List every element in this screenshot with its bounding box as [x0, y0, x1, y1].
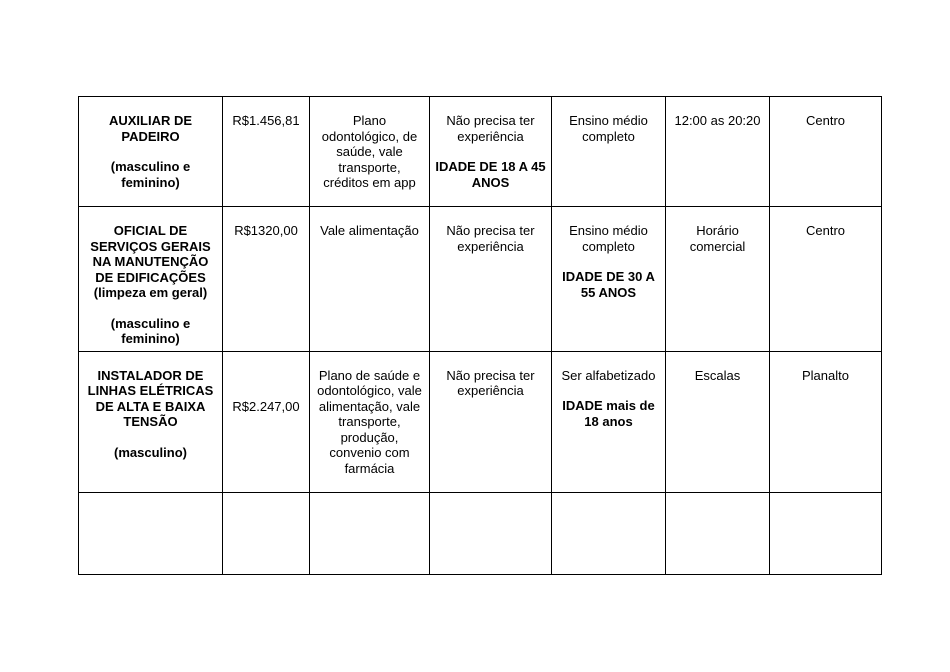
table-row — [79, 97, 882, 207]
benefits-cell — [310, 351, 430, 492]
job-gender: (masculino) — [114, 444, 187, 460]
benefits: Plano odontológico, de saúde, vale transporte, créditos em app — [321, 113, 418, 190]
age-requirement: IDADE DE 18 A 45 ANOS — [435, 159, 546, 190]
experience-cell — [430, 351, 552, 492]
table-row — [79, 492, 882, 574]
job-title-cell — [79, 351, 223, 492]
salary-cell — [223, 97, 310, 207]
experience-cell — [430, 207, 552, 352]
empty-cell — [770, 492, 882, 574]
benefits-cell — [310, 207, 430, 352]
location-cell — [770, 351, 882, 492]
schedule-cell — [666, 97, 770, 207]
job-title-cell — [79, 97, 223, 207]
empty-cell — [430, 492, 552, 574]
education-cell — [552, 207, 666, 352]
benefits-cell — [310, 97, 430, 207]
job-title: INSTALADOR DE LINHAS ELÉTRICAS DE ALTA E BAIXA TENSÃO — [87, 367, 214, 429]
job-gender: (masculino e feminino) — [110, 315, 191, 346]
education: Ser alfabetizado — [561, 367, 656, 383]
education-cell — [552, 97, 666, 207]
salary: R$1.456,81 — [232, 113, 300, 128]
empty-cell — [79, 492, 223, 574]
empty-cell — [223, 492, 310, 574]
salary: R$2.247,00 — [232, 398, 300, 414]
job-listings-table — [78, 96, 882, 575]
job-title-cell — [79, 207, 223, 352]
benefits: Vale alimentação — [320, 223, 419, 238]
schedule-cell — [666, 207, 770, 352]
location-cell — [770, 97, 882, 207]
job-title: OFICIAL DE SERVIÇOS GERAIS NA MANUTENÇÃO DE EDIFICAÇÕES (limpeza em geral) — [90, 223, 211, 300]
location: Centro — [805, 223, 846, 238]
schedule: Horário comercial — [689, 223, 746, 254]
age-requirement: IDADE mais de 18 anos — [562, 398, 655, 429]
empty-cell — [310, 492, 430, 574]
table-row — [79, 351, 882, 492]
empty-cell — [666, 492, 770, 574]
experience: Não precisa ter experiência — [446, 367, 535, 398]
experience: Não precisa ter experiência — [446, 223, 535, 254]
salary-cell — [223, 351, 310, 492]
schedule: Escalas — [694, 367, 741, 383]
job-gender: (masculino e feminino) — [110, 159, 191, 190]
location: Planalto — [802, 367, 849, 383]
empty-cell — [552, 492, 666, 574]
education: Ensino médio completo — [569, 223, 648, 254]
education: Ensino médio completo — [569, 113, 648, 144]
job-title: AUXILIAR DE PADEIRO — [108, 113, 193, 144]
salary-cell — [223, 207, 310, 352]
benefits: Plano de saúde e odontológico, vale alimentação, vale transporte, produção, convenio com farmácia — [317, 367, 422, 476]
salary: R$1320,00 — [234, 223, 298, 238]
location: Centro — [805, 113, 846, 128]
location-cell — [770, 207, 882, 352]
table-row — [79, 207, 882, 352]
experience-cell — [430, 97, 552, 207]
experience: Não precisa ter experiência — [446, 113, 535, 144]
schedule-cell — [666, 351, 770, 492]
age-requirement: IDADE DE 30 A 55 ANOS — [562, 269, 655, 300]
education-cell — [552, 351, 666, 492]
schedule: 12:00 as 20:20 — [674, 113, 761, 128]
